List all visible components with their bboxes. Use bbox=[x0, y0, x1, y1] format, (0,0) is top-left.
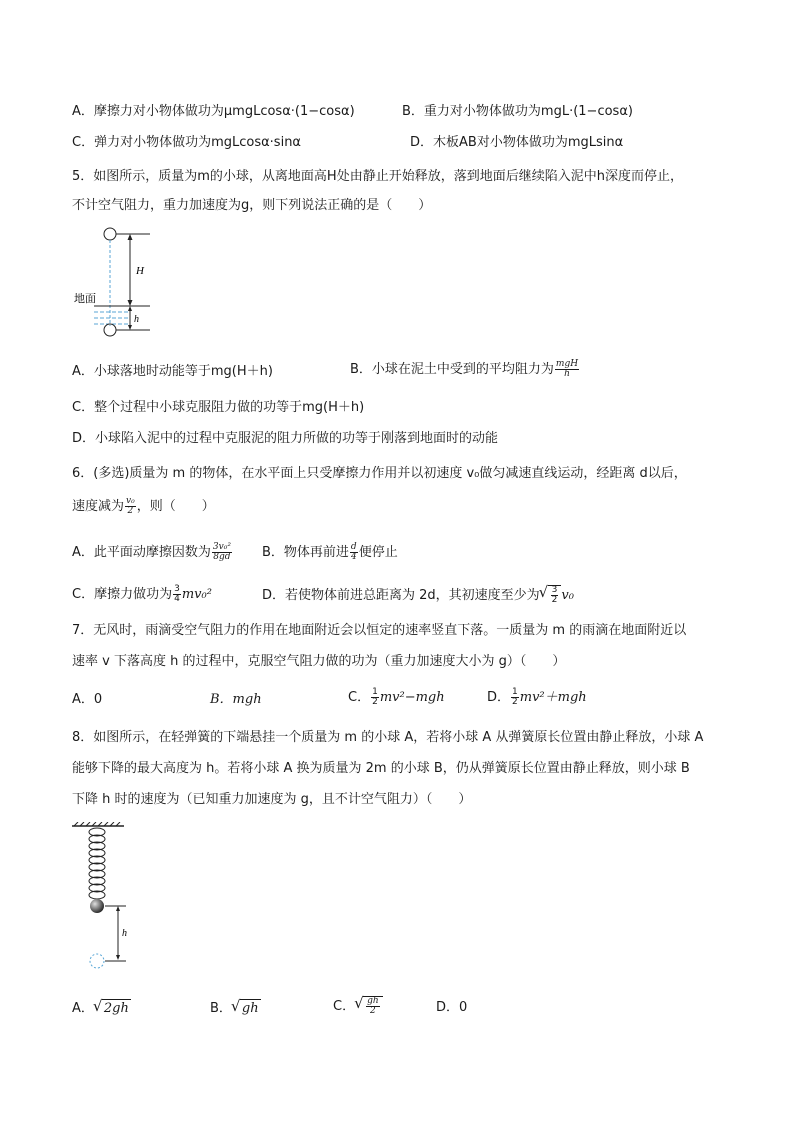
q6-stem-line2: 速度减为 $\frac{\text{v₀}}{2}$ ，则（ ） bbox=[72, 496, 215, 516]
q7-option-c: C． $\frac{1}{2}$ mv²−mgh bbox=[348, 687, 445, 707]
q5-label-h: h bbox=[134, 314, 139, 325]
q5-option-b-fraction: $\frac{\text{mgH}}{h}$ bbox=[555, 359, 579, 379]
q8-option-c: C． √ $\frac{gh}{2}$ bbox=[333, 996, 383, 1016]
q8-spring bbox=[89, 828, 105, 899]
q5-option-b-text: B．小球在泥土中受到的平均阻力为 bbox=[350, 362, 554, 377]
q7-stem-line2: 速率 v 下落高度 h 的过程中，克服空气阻力做的功为（重力加速度大小为 g）（ ） bbox=[72, 654, 566, 669]
q6-option-b-fraction: $\frac{d}{4}$ bbox=[350, 542, 357, 562]
q6-option-d: D．若使物体前进总距离为 2d，其初速度至少为 √ $\frac{3}{2}$ v₀ bbox=[262, 585, 574, 605]
q5-stem-line2: 不计空气阻力，重力加速度为g，则下列说法正确的是（ ） bbox=[72, 198, 432, 213]
q8-option-b: B．√ gh bbox=[210, 999, 261, 1018]
q6-option-a: A．此平面动摩擦因数为 $\frac{\text{3v₀²}}{8gd}$ bbox=[72, 542, 231, 562]
q4-option-c: C．弹力对小物体做功为mgLcosα·sinα bbox=[72, 135, 302, 150]
q7-option-a: A．0 bbox=[72, 692, 103, 707]
q6-option-c-fraction: $\frac{3}{4}$ bbox=[174, 584, 180, 604]
q5-option-b bbox=[350, 360, 580, 379]
q4-option-b: B．重力对小物体做功为mgL·(1−cosα) bbox=[402, 104, 633, 119]
q5-figure bbox=[70, 222, 160, 342]
q5-label-ground: 地面 bbox=[74, 293, 96, 305]
q8-ball-dashed bbox=[90, 954, 104, 968]
q8-option-d: D．0 bbox=[436, 1000, 468, 1015]
q6-option-d-sqrt: √ $\frac{3}{2}$ bbox=[540, 585, 562, 605]
q8-option-b-sqrt: √ gh bbox=[232, 999, 261, 1018]
q8-stem-line1: 8．如图所示，在轻弹簧的下端悬挂一个质量为 m 的小球 A，若将小球 A 从弹簧原长位置由静止释放，小球 A bbox=[72, 730, 704, 745]
q5-stem-line1: 5．如图所示，质量为m的小球，从离地面高H处由静止开始释放，落到地面后继续陷入泥中h深度而停止， bbox=[72, 169, 683, 184]
q8-stem-line3: 下降 h 时的速度为（已知重力加速度为 g，且不计空气阻力）（ ） bbox=[72, 792, 472, 807]
q5-option-d: D．小球陷入泥中的过程中克服泥的阻力所做的功等于刚落到地面时的动能 bbox=[72, 431, 499, 446]
q8-option-a-sqrt: √ 2gh bbox=[94, 999, 131, 1018]
q6-stem-fraction: $\frac{\text{v₀}}{2}$ bbox=[126, 496, 135, 516]
q5-mud-lines bbox=[94, 312, 128, 324]
q8-stem-line2: 能够下降的最大高度为 h。若将小球 A 换为质量为 2m 的小球 B，仍从弹簧原长位置由静止释放，则小球 B bbox=[72, 761, 690, 776]
q6-stem-line1: 6．(多选)质量为 m 的物体，在水平面上只受摩擦力作用并以初速度 v₀做匀减速直线运动，经距离 d以后， bbox=[72, 466, 687, 481]
q8-ball bbox=[90, 899, 104, 913]
q7-stem-line1: 7．无风时，雨滴受空气阻力的作用在地面附近会以恒定的速率竖直下落。一质量为 m 的雨滴在地面附近以 bbox=[72, 623, 687, 638]
q6-option-c: C．摩擦力做功为 $\frac{3}{4}$ mv₀² bbox=[72, 584, 212, 604]
q8-option-c-sqrt: √ $\frac{gh}{2}$ bbox=[355, 996, 383, 1016]
q8-option-a: A．√ 2gh bbox=[72, 999, 131, 1018]
q6-option-a-fraction: $\frac{\text{3v₀²}}{8gd}$ bbox=[212, 542, 231, 562]
q8-label-h: h bbox=[122, 928, 127, 939]
q4-option-a: A．摩擦力对小物体做功为μmgLcosα·(1−cosα) bbox=[72, 104, 355, 119]
q7-option-b: B．mgh bbox=[210, 692, 262, 707]
q7-option-d: D． $\frac{1}{2}$ mv²＋mgh bbox=[487, 687, 587, 707]
q5-option-c: C．整个过程中小球克服阻力做的功等于mg(H＋h) bbox=[72, 400, 365, 415]
q7-option-c-fraction: $\frac{1}{2}$ bbox=[372, 687, 378, 707]
q6-option-b: B．物体再前进 $\frac{d}{4}$ 便停止 bbox=[262, 542, 398, 562]
q7-option-d-fraction: $\frac{1}{2}$ bbox=[512, 687, 518, 707]
q8-figure bbox=[70, 822, 140, 972]
q4-option-d: D．木板AB对小物体做功为mgLsinα bbox=[410, 135, 624, 150]
q5-label-H: H bbox=[136, 265, 144, 277]
q5-ball-top bbox=[104, 228, 116, 240]
q5-option-a: A．小球落地时动能等于mg(H＋h) bbox=[72, 364, 273, 379]
